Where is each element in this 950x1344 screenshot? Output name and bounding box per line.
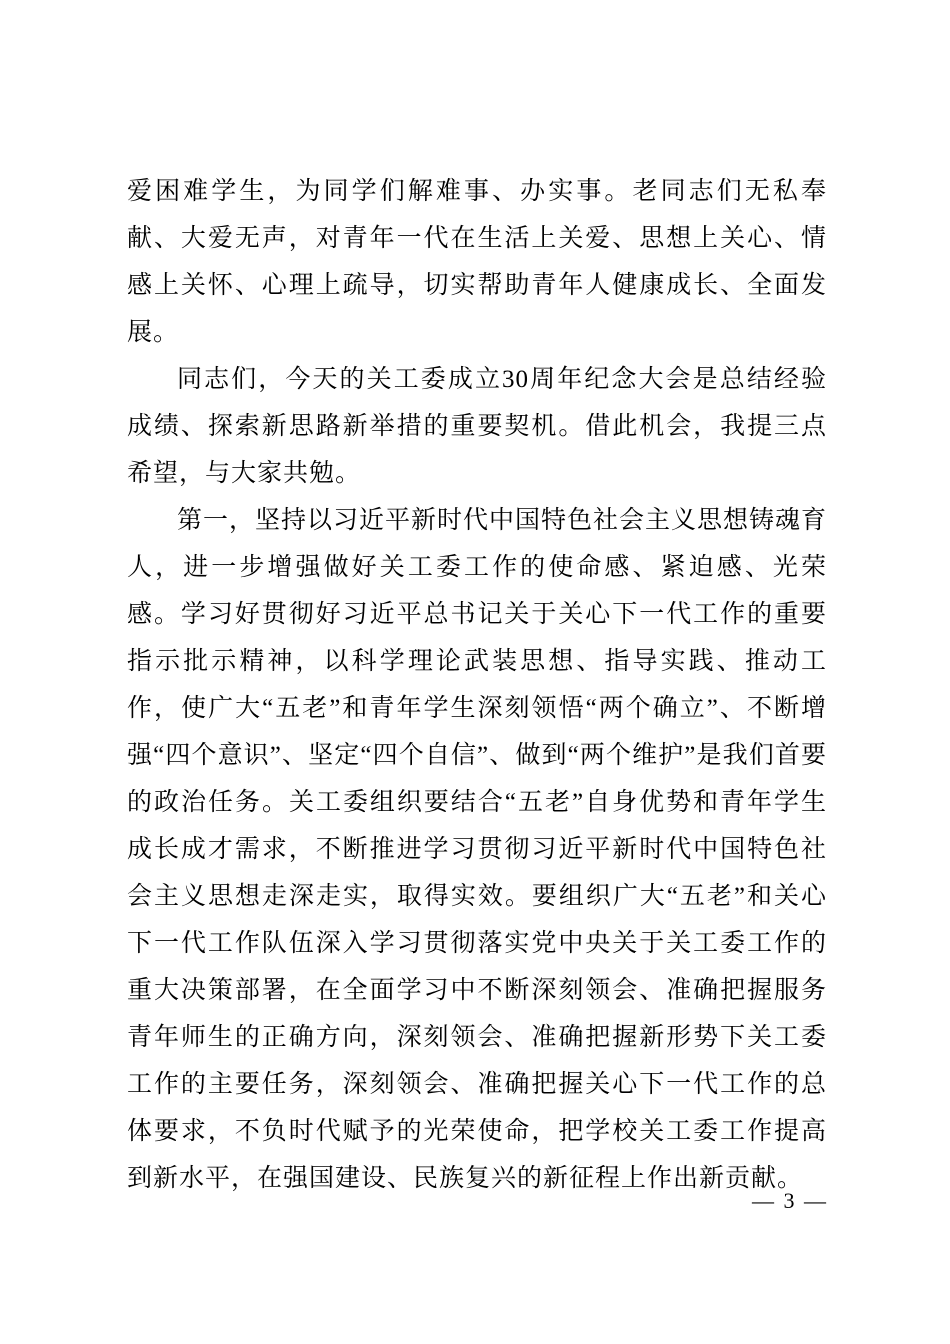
paragraph-continuation: 爱困难学生，为同学们解难事、办实事。老同志们无私奉献、大爱无声，对青年一代在生活上关爱、思想上关心、情感上关怀、心理上疏导，切实帮助青年人健康成长、全面发展。 — [127, 178, 827, 346]
document-body — [127, 168, 827, 1202]
paragraph-comrades: 同志们，今天的关工委成立30周年纪念大会是总结经验成绩、探索新思路新举措的重要契机。借此机会，我提三点希望，与大家共勉。 — [127, 366, 827, 487]
paragraph-first-point: 第一，坚持以习近平新时代中国特色社会主义思想铸魂育人，进一步增强做好关工委工作的使命感、紧迫感、光荣感。学习好贯彻好习近平总书记关于关心下一代工作的重要指示批示精神，以科学理论武装思想、指导实践、推动工作，使广大“五老”和青年学生深刻领悟“两个确立”、不断增强“四个意识”、坚定“四个自信”、做到“两个维护”是我们首要的政治任务。关工委组织要结合“五老”自身优势和青年学生成长成才需求，不断推进学习贯彻习近平新时代中国特色社会主义思想走深走实，取得实效。要组织广大“五老”和关心下一代工作队伍深入学习贯彻落实党中央关于关工委工作的重大决策部署，在全面学习中不断深刻领会、准确把握服务青年师生的正确方向，深刻领会、准确把握新形势下关工委工作的主要任务，深刻领会、准确把握关心下一代工作的总体要求，不负时代赋予的光荣使命，把学校关工委工作提高到新水平，在强国建设、民族复兴的新征程上作出新贡献。 — [127, 507, 828, 1192]
page-number: — 3 — — [752, 1188, 828, 1213]
